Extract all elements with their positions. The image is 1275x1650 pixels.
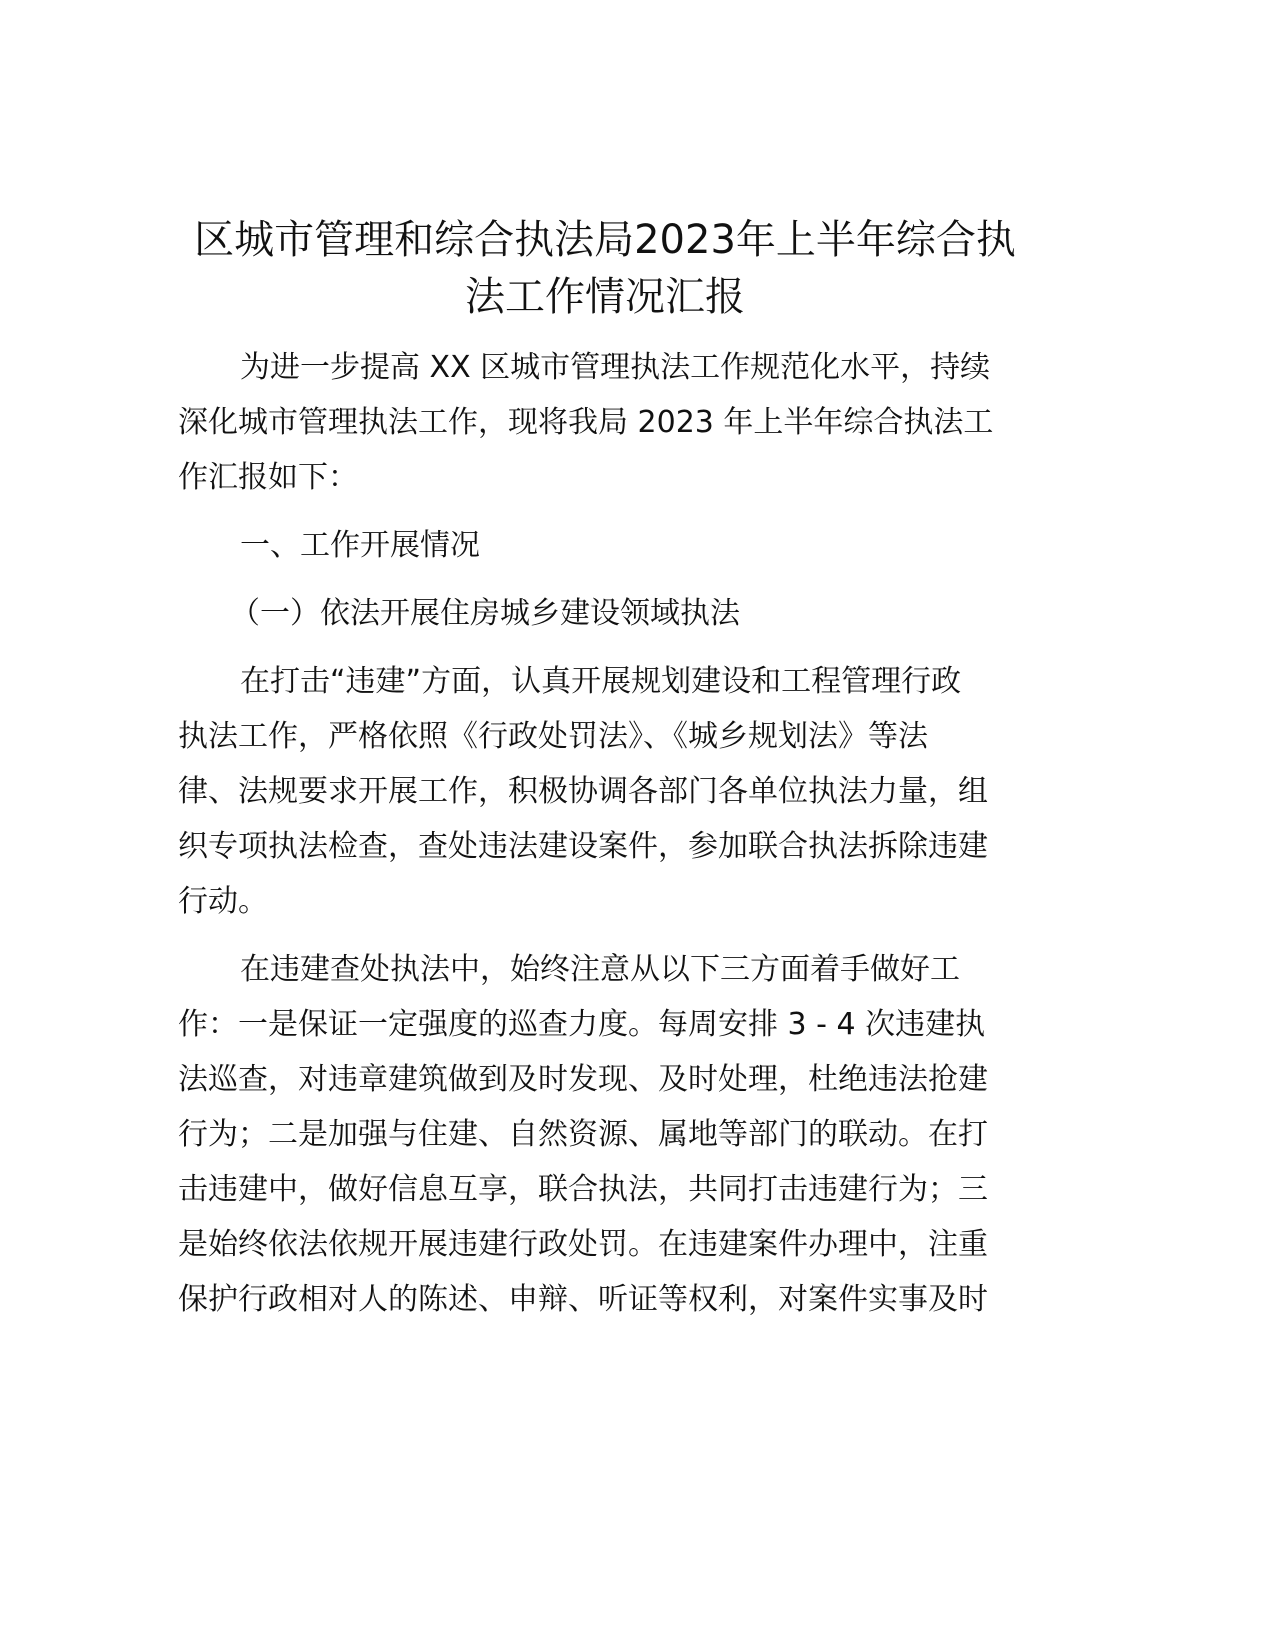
text-line: 法巡查，对违章建筑做到及时发现、及时处理，杜绝违法抢建 (178, 1062, 988, 1097)
text-line: 织专项执法检查，查处违法建设案件，参加联合执法拆除违建 (178, 829, 988, 864)
text-line: 执法工作，严格依照《行政处罚法》、《城乡规划法》等法 (178, 719, 928, 754)
text-line: 作：一是保证一定强度的巡查力度。每周安排 3 - 4 次违建执 (178, 1007, 986, 1042)
document-title (150, 212, 1060, 326)
section-heading (178, 518, 1038, 573)
text-line: 为进一步提高 XX 区城市管理执法工作规范化水平，持续 (240, 350, 991, 385)
text-line: 击违建中，做好信息互享，联合执法，共同打击违建行为；三 (178, 1172, 988, 1207)
text-line: 在打击“违建”方面，认真开展规划建设和工程管理行政 (240, 664, 962, 699)
text-line: 在违建查处执法中，始终注意从以下三方面着手做好工 (240, 952, 960, 987)
text-line: 作汇报如下： (178, 460, 358, 495)
title-line: 法工作情况汇报 (465, 274, 745, 320)
subsection-heading (178, 586, 1038, 641)
document-body (178, 340, 1038, 1340)
text-line: （一）依法开展住房城乡建设领域执法 (230, 596, 740, 631)
text-line: 行为；二是加强与住建、自然资源、属地等部门的联动。在打 (178, 1117, 988, 1152)
text-line: 深化城市管理执法工作，现将我局 2023 年上半年综合执法工 (178, 405, 994, 440)
text-line: 一、工作开展情况 (240, 528, 480, 563)
text-line: 律、法规要求开展工作，积极协调各部门各单位执法力量，组 (178, 774, 988, 809)
text-line: 是始终依法依规开展违建行政处罚。在违建案件办理中，注重 (178, 1227, 988, 1262)
title-line: 区城市管理和综合执法局2023年上半年综合执 (194, 217, 1016, 263)
text-line: 行动。 (178, 884, 268, 919)
body-paragraph (178, 654, 1038, 929)
intro-paragraph (178, 340, 1038, 505)
text-line: 保护行政相对人的陈述、申辩、听证等权利，对案件实事及时 (178, 1282, 988, 1317)
body-paragraph (178, 942, 1038, 1327)
